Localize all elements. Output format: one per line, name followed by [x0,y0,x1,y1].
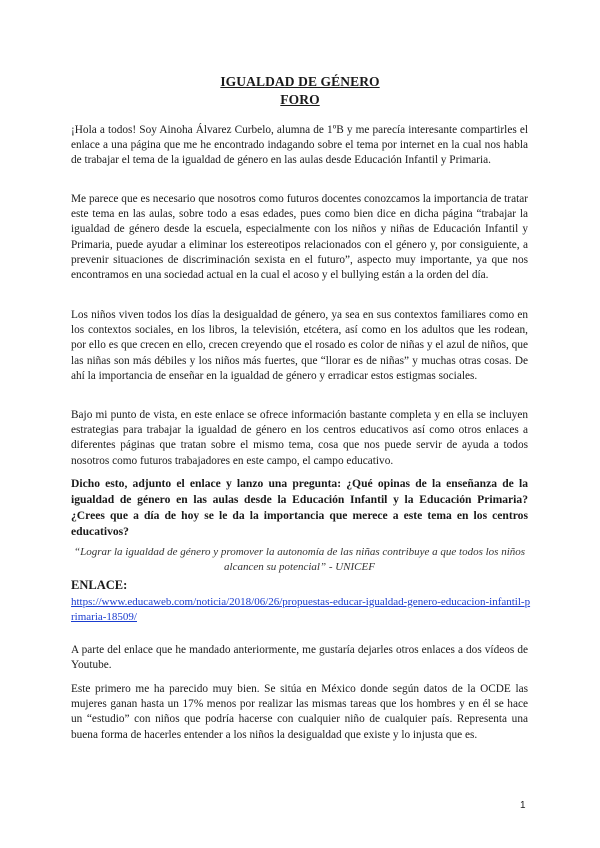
paragraph-inequality: Los niños viven todos los días la desigualdad de género, ya sea en sus contextos familiares como en los contextos sociales, en los libros, la televisión, etcétera, así como en los adultos que les rodean, por ello es que crecen en ello, crecen creyendo que el rosado es color de niñas y el azul de niños, que las niñas son más débiles y los niños más fuertes, que “llorar es de niñas” y muchas otras cosas. De ahí la importancia de enseñar en la igualdad de género y erradicar estos estigmas sociales. [71,309,528,382]
page-number: 1 [520,800,526,811]
link-label: ENLACE: [71,578,128,592]
paragraph-importance: Me parece que es necesario que nosotros como futuros docentes conozcamos la importancia de tratar este tema en las aulas, sobre todo a esas edades, pues como bien dice en dicha página “trabajar la igualdad de género desde la escuela, especialmente con los niños y niñas de Educación Infantil y Primaria, puede ayudar a eliminar los estereotipos relacionados con el género y, por consiguiente, a prevenir situaciones de discriminación sexista en el futuro”, aspecto muy importante, ya que nos encontramos en una sociedad actual en la cual el acoso y el bullying están a la orden del día. [71,193,528,282]
educaweb-link[interactable]: https://www.educaweb.com/noticia/2018/06/26/propuestas-educar-igualdad-genero-educacion-infantil-primaria-18509/ [71,596,531,623]
paragraph-first-video: Este primero me ha parecido muy bien. Se sitúa en México donde según datos de la OCDE las mujeres ganan hasta un 17% menos por realizar las mismas tareas que los hombres y en él se hace un “estudio” con niños que podría hacerse con cualquier niño de cualquier país. Representa una buena forma de hacerles entender a los niños la desigualdad que existe y lo injusta que es. [71,683,528,741]
paragraph-videos: A parte del enlace que he mandado anteriormente, me gustaría dejarles otros enlaces a dos vídeos de Youtube. [71,644,528,672]
question-text: Dicho esto, adjunto el enlace y lanzo una pregunta: ¿Qué opinas de la enseñanza de la igualdad de género en las aulas desde la Educación Infantil y la Educación Primaria? ¿Crees que a día de hoy se le da la importancia que merece a este tema en los centros educativos? [71,477,528,538]
paragraph-opinion: Bajo mi punto de vista, en este enlace se ofrece información bastante completa y en ella se incluyen estrategias para trabajar la igualdad de género en los centros educativos así como otros enlaces a diferentes páginas que tratan sobre el mismo tema, cosa que nos puede servir de ayuda a todos nosotros como futuros trabajadores en este campo, el campo educativo. [71,409,528,467]
paragraph-intro: ¡Hola a todos! Soy Ainoha Álvarez Curbelo, alumna de 1ºB y me parecía interesante compartirles el enlace a una página que me he encontrado indagando sobre el tema por internet en la cual nos habla de trabajar el tema de la igualdad de género en las aulas desde Educación Infantil y Primaria. [71,124,528,167]
document-subtitle: FORO [280,92,320,107]
unicef-quote: “Lograr la igualdad de género y promover la autonomía de las niñas contribuye a que todos los niños alcancen su potencial” - UNICEF [73,546,526,573]
document-title: IGUALDAD DE GÉNERO [220,74,380,89]
